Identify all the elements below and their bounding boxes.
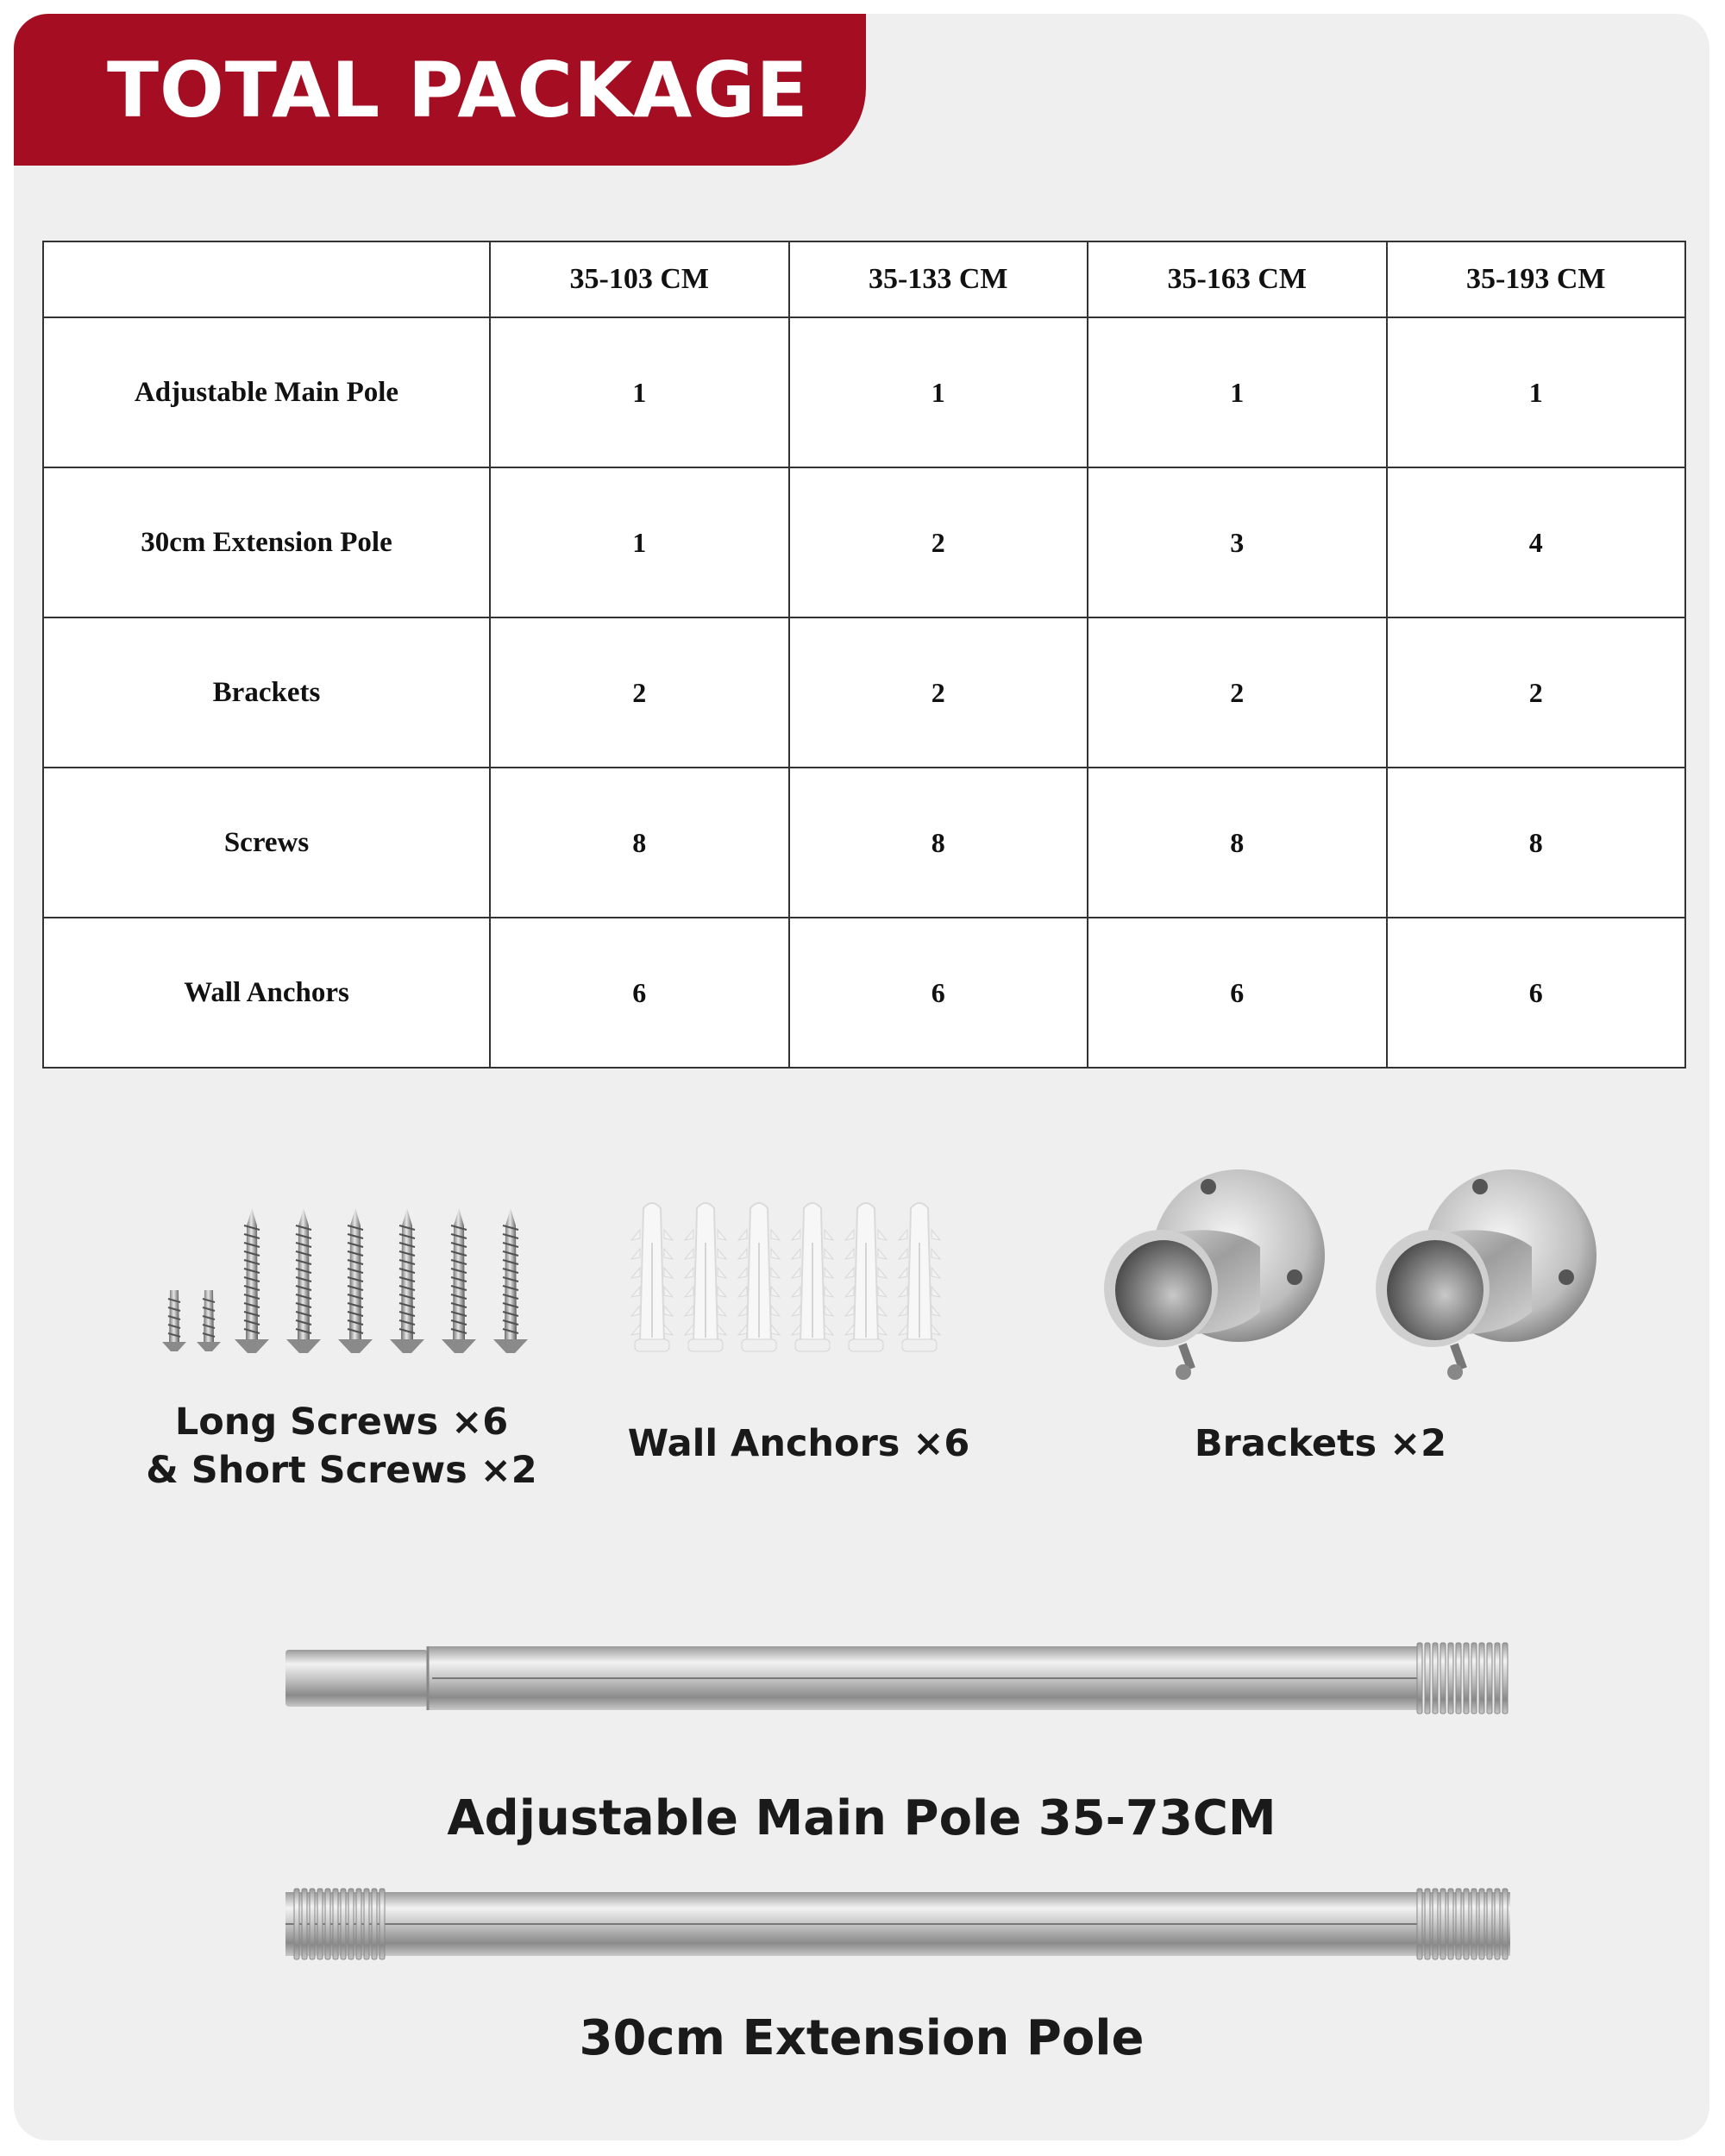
long-screw [442, 1208, 476, 1353]
table-cell: 1 [789, 317, 1088, 467]
table-cell: 2 [1088, 617, 1387, 768]
table-header-row [43, 241, 1685, 317]
row-label: Wall Anchors [43, 918, 490, 1068]
table-header-cell: 35-163 CM [1088, 241, 1387, 317]
long-screw [286, 1208, 321, 1353]
table-cell: 8 [490, 768, 789, 918]
wall-anchor-icon [626, 1191, 971, 1372]
wall-anchor [845, 1203, 887, 1351]
table-cell: 6 [789, 918, 1088, 1068]
package-card [14, 14, 1709, 2140]
screws-caption-line1: Long Screws ×6 [174, 1401, 509, 1444]
table-cell: 6 [490, 918, 789, 1068]
table-row [43, 467, 1685, 617]
table-cell: 4 [1387, 467, 1686, 617]
long-screw [493, 1208, 528, 1353]
long-screw [235, 1208, 269, 1353]
table-cell: 1 [1088, 317, 1387, 467]
short-screw [162, 1290, 186, 1351]
title-banner [14, 14, 866, 166]
table-row [43, 317, 1685, 467]
table-cell: 8 [1088, 768, 1387, 918]
wall-anchor [792, 1203, 833, 1351]
table-cell: 3 [1088, 467, 1387, 617]
bracket [1376, 1169, 1596, 1380]
wall-anchor [685, 1203, 726, 1351]
bracket [1104, 1169, 1325, 1380]
wall-anchor [631, 1203, 673, 1351]
table-header-cell: 35-193 CM [1387, 241, 1686, 317]
main-pole-caption: Adjustable Main Pole 35-73CM [447, 1790, 1276, 1846]
thread-end [1417, 1643, 1508, 1714]
anchors-caption: Wall Anchors ×6 [627, 1422, 970, 1465]
table-cell: 2 [789, 467, 1088, 617]
bracket-icon [1062, 1152, 1596, 1402]
long-screw [338, 1208, 373, 1353]
long-screw-group [235, 1208, 528, 1353]
row-label: Adjustable Main Pole [43, 317, 490, 467]
short-screw [197, 1290, 221, 1351]
row-label: Screws [43, 768, 490, 918]
screws-caption-line2: & Short Screws ×2 [146, 1449, 537, 1492]
brackets-caption: Brackets ×2 [1194, 1422, 1447, 1465]
screw-icon [143, 1191, 540, 1372]
table-header-cell [43, 241, 490, 317]
adjustable-main-pole-icon [285, 1639, 1510, 1717]
extension-pole-icon [285, 1885, 1510, 1963]
row-label: Brackets [43, 617, 490, 768]
table-row [43, 768, 1685, 918]
table-cell: 6 [1088, 918, 1387, 1068]
table-cell: 1 [490, 467, 789, 617]
wall-anchor-group [631, 1203, 940, 1351]
page-title: TOTAL PACKAGE [107, 45, 809, 135]
table-row [43, 617, 1685, 768]
table-cell: 2 [1387, 617, 1686, 768]
screws-caption [143, 1398, 540, 1495]
table-cell: 8 [1387, 768, 1686, 918]
long-screw [390, 1208, 424, 1353]
table-row [43, 918, 1685, 1068]
table-cell: 2 [490, 617, 789, 768]
table-header-cell: 35-103 CM [490, 241, 789, 317]
row-label: 30cm Extension Pole [43, 467, 490, 617]
extension-pole-caption: 30cm Extension Pole [579, 2010, 1145, 2066]
table-cell: 2 [789, 617, 1088, 768]
table-cell: 1 [490, 317, 789, 467]
wall-anchor [738, 1203, 780, 1351]
table-cell: 1 [1387, 317, 1686, 467]
wall-anchor [899, 1203, 940, 1351]
package-table [42, 241, 1686, 1069]
table-header-cell: 35-133 CM [789, 241, 1088, 317]
table-cell: 6 [1387, 918, 1686, 1068]
table-cell: 8 [789, 768, 1088, 918]
